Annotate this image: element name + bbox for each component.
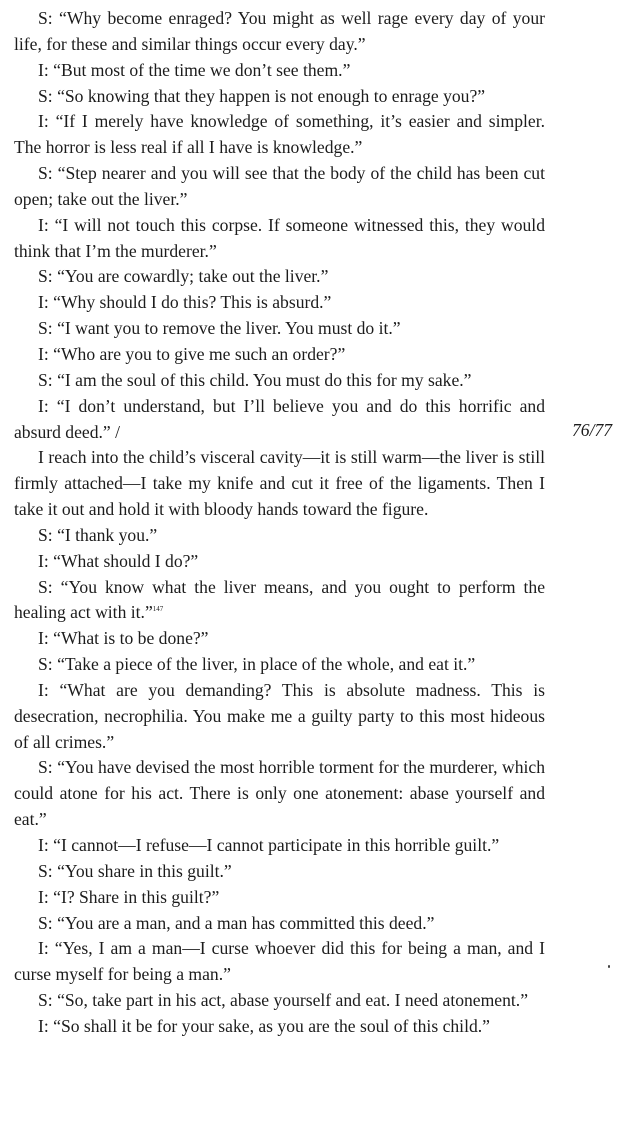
paragraph: I: “I don’t understand, but I’ll believe you and do this horrific and absurd deed.” / (14, 395, 545, 442)
paragraph: I: “If I merely have knowledge of something, it’s easier and simpler. The horror is less real if all I have is knowledge.” (14, 111, 545, 158)
paragraph: I reach into the child’s visceral cavity—it is still warm—the liver is still firmly attached—I take my knife and cut it free of the ligaments. Then I take it out and hold it with bloody hands toward the figure. (14, 447, 545, 520)
paragraph: S: “Why become enraged? You might as well rage every day of your life, for these and similar things occur every day.” (14, 8, 545, 54)
paragraph: S: “I want you to remove the liver. You must do it.” (38, 318, 401, 339)
paragraph: S: “So knowing that they happen is not enough to enrage you?” (38, 85, 486, 106)
margin-page-marker: 76/77 (572, 420, 613, 440)
footnote-marker: 147 (152, 605, 164, 614)
paragraph: I: “Why should I do this? This is absurd.” (38, 292, 332, 313)
paragraph: I: “I cannot—I refuse—I cannot participate in this horrible guilt.” (38, 835, 500, 855)
paragraph: S: “You are cowardly; take out the liver.” (38, 266, 329, 287)
paragraph: I: “What should I do?” (38, 550, 199, 571)
paragraph: I: “Who are you to give me such an order?” (38, 343, 346, 364)
paragraph: I: “So shall it be for your sake, as you are the soul of this child.” (38, 1015, 490, 1036)
document-body (14, 6, 545, 1040)
paragraph: S: “You have devised the most horrible torment for the murderer, which could atone for his act. There is only one atonement: abase yourself and eat.” (14, 757, 545, 830)
paragraph: S: “You share in this guilt.” (38, 860, 232, 881)
paragraph-with-footnote (14, 575, 545, 627)
paragraph-text: S: “You know what the liver means, and you ought to perform the healing act with it.” (14, 576, 545, 623)
scan-speck (608, 965, 610, 968)
paragraph: I: “I? Share in this guilt?” (38, 886, 220, 907)
paragraph: S: “I thank you.” (38, 524, 158, 545)
paragraph: S: “Take a piece of the liver, in place of the whole, and eat it.” (38, 654, 476, 675)
paragraph: I: “I will not touch this corpse. If someone witnessed this, they would think that I’m the murderer.” (14, 214, 545, 261)
paragraph: S: “I am the soul of this child. You must do this for my sake.” (38, 369, 472, 390)
paragraph: I: “What are you demanding? This is absolute madness. This is desecration, necrophilia. You make me a guilty party to this most hideous of all crimes.” (14, 679, 545, 752)
paragraph: S: “Step nearer and you will see that the body of the child has been cut open; take out the liver.” (14, 163, 545, 209)
paragraph: S: “So, take part in his act, abase yourself and eat. I need atonement.” (38, 990, 529, 1011)
paragraph: I: “What is to be done?” (38, 628, 209, 649)
paragraph: I: “But most of the time we don’t see them.” (38, 59, 351, 80)
paragraph: I: “Yes, I am a man—I curse whoever did this for being a man, and I curse myself for being a man.” (14, 938, 545, 985)
paragraph: S: “You are a man, and a man has committed this deed.” (38, 912, 435, 933)
